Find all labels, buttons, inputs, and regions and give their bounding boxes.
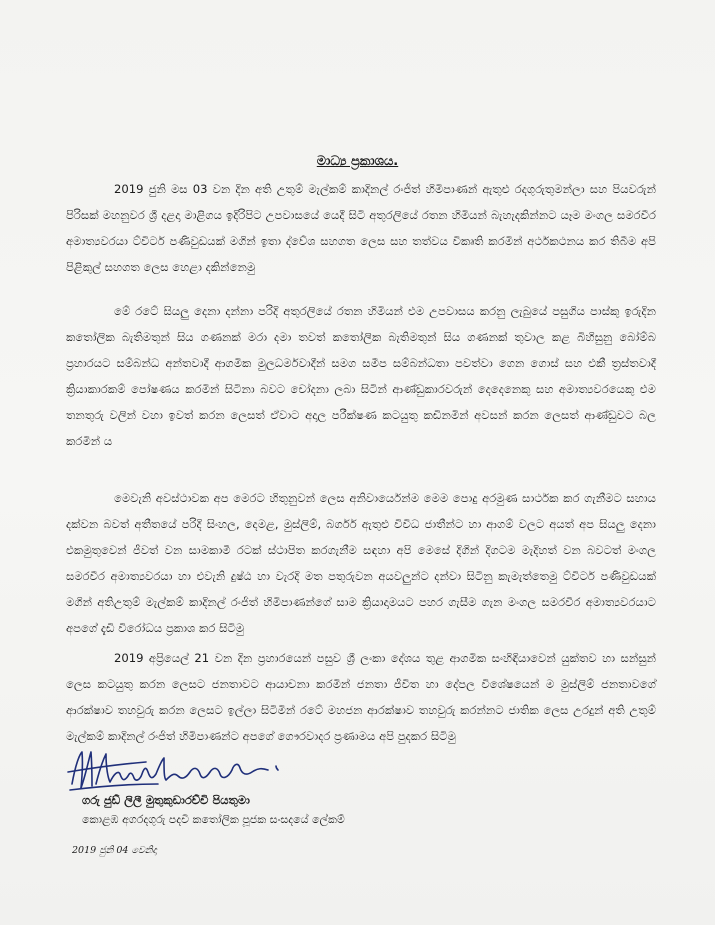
document-date: 2019 ජුනි 04 වෙනිදා xyxy=(72,845,157,856)
paragraph-3: මෙවැනි අවස්ථාවක අප මෙරට හිතුනුවන් ලෙස අනිවාර්යෙන්ම මෙම පොදු අරමුණ සාර්ථක කර ගැනීමට සහාය දක්වන බවත් අතීතයේ පරිදි සිංහල, දෙමළ, මුස්ලිම්, බර්ගර් ඇතුළු විවිධ ජාතීන්ට හා ආගම් වලට අයත් අප සියලු දෙනා එකමුතුවෙන් ජීවත් වන සාමකාමී රටක් ස්ථාපිත කරගැනීම සඳහා අපි මෙසේ දිගින් දිගටම මැදිහත් වන බවටත් මංගල සමරවීර අමාත්‍යවරයා හා එවැනි දුෂ්ඨ හා වැරදි මත පතුරුවන අයවලුන්ට දන්වා සිටිනු කැමැත්තෙමු ට්විටර් පණිවුඩයක් මගින් අතිඋතුම් මැල්කම් කාදිනල් රංජිත් හිමිපාණන්ගේ සාම ක්‍රියාදාමයට පහර ගැසීම ගැන මංගල සමරවීර අමාත්‍යවරයාට අපගේ දැඩි විරෝධය ප්‍රකාශ කර සිටිමු xyxy=(66,491,656,635)
handwritten-signature xyxy=(62,744,302,796)
signer-role: කොළඹ අගරදගුරු පදවි කතෝලික පූජක සංසදයේ ලේකම් xyxy=(82,813,345,826)
paragraph-1: 2019 ජුනි මස 03 වන දින අති උතුම් මැල්කම් කාදිනල් රංජිත් හිමිපාණන් ඇතුළු රදගුරුතුමන්ලා සහ පියවරුන් පිරිසක් මහනුවර ශ්‍රී දළදා මාළිගය ඉදිරිපිට උපවාසයේ යෙදී සිටි අතුරලියේ රතන හිමියන් බැහැදකින්නට යෑම මංගල සමරවීර අමාත්‍යවරයා ට්විටර් පණිවුඩයක් මගින් ඉතා ද්වේශ සහගත ලෙස සහ තත්වය විකෘති කරමින් අර්ථකථනය කර තිබීම අපි පිළිකුල් සහගත ලෙස හෙළා දකින්නෙමු xyxy=(66,182,656,274)
document-title: මාධ්‍ය ප්‍රකාශය. xyxy=(316,154,399,169)
paragraph-2: මේ රටේ සියලු දෙනා දන්නා පරිදි අතුරලියේ රතන හිමියන් එම උපවාසය කරනු ලැබුයේ පසුගිය පාස්කු ඉරුදින කතෝලික බැතිමතුන් සිය ගණනක් මරා දමා තවත් කතෝලික බැතිමතුන් සිය ගණනක් තුවාල කළ බිහිසුනු බෝම්බ ප්‍රහාරයට සම්බන්ධ අන්තවාදී ආගමික මුලධර්මවාදීන් සමග සමීප සම්බන්ධතා පවත්වා ගෙන ගොස් සහ එකී ත්‍රස්තවාදී ක්‍රියාකාරකම් පෝෂණය කරමින් සිටිනා බවට චෝදනා ලබා සිටින් ආණ්ඩුකාරවරුන් දෙදෙනෙකු සහ අමාත්‍යවරයෙකු එම තනතුරු වලින් වහා ඉවත් කරන ලෙසත් ඒවාට අදාල පරීක්ෂණ කටයුතු කඩිනමින් අවසන් කරන ලෙසත් ආණ්ඩුවට බල කරමින් ය xyxy=(66,304,656,448)
paragraph-4: 2019 අප්‍රියෙල් 21 වන දින ප්‍රහාරයෙන් පසුව ශ්‍රී ලංකා දේශය තුළ ආගමික සංහිඳියාවෙන් යුක්තව හා සන්සුන් ලෙස කටයුතු කරන ලෙසට ජනතාවට ආයාචනා කරමින් ජනතා ජීවිත හා දේපල විශේෂයෙන් ම මුස්ලිම් ජනතාවගේ ආරක්ෂාව තහවුරු කරන ලෙසට ඉල්ලා සිටිමින් රටේ මහජන ආරක්ෂාව තහවුරු කරන්නට ජාතික ලෙස උරදුන් අති උතුම් මැල්කම් කාදිනල් රංජිත් හිමිපාණන්ට අපගේ ගෞරවාදර ප්‍රණාමය අපි පුදකර සිටිමු xyxy=(66,651,656,743)
signer-name: ගරු ජුඩ් ලිලී මුතුකුඩාරච්චි පියතුමා xyxy=(82,793,250,807)
